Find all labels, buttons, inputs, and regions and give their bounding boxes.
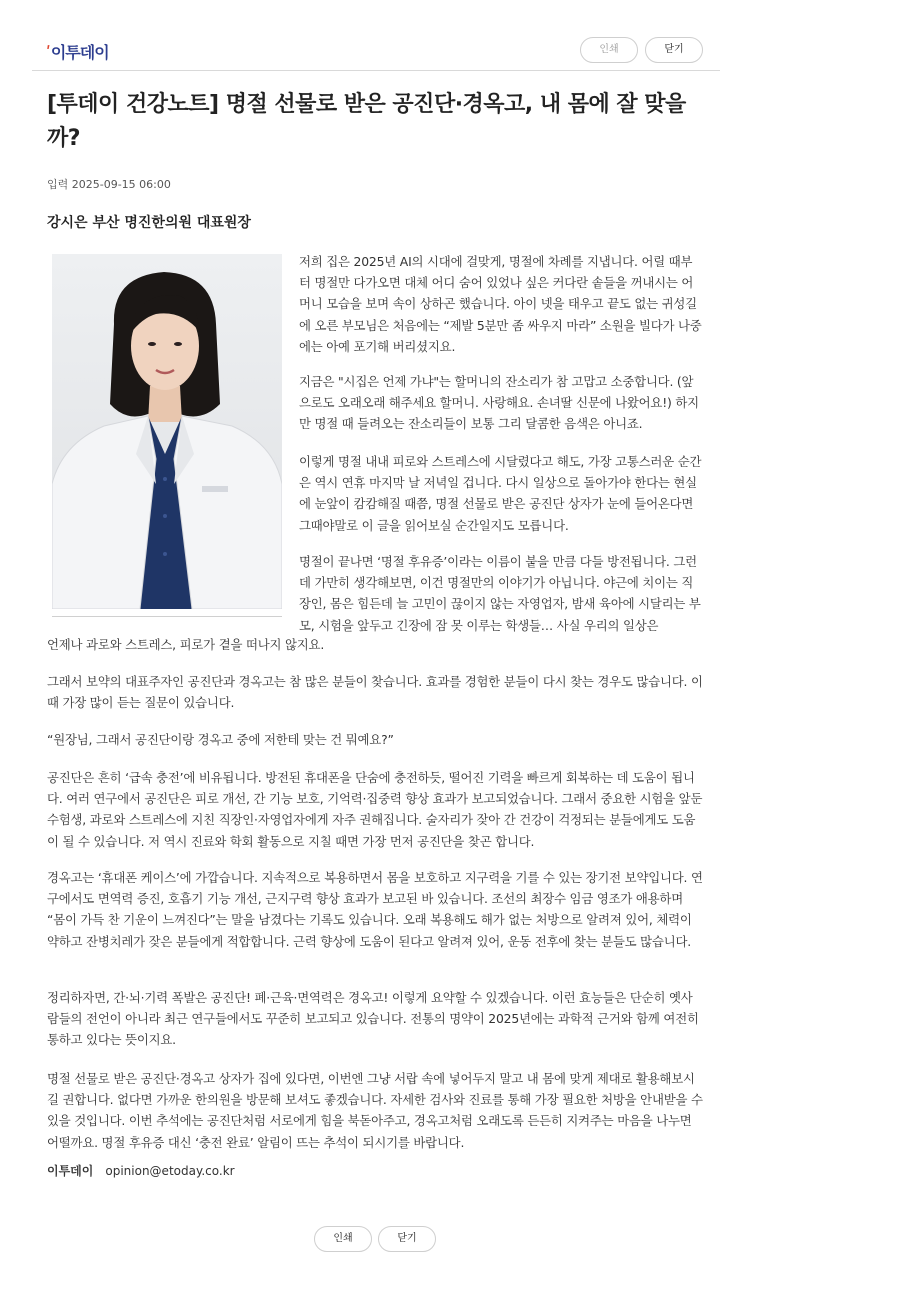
portrait-illustration xyxy=(52,254,282,609)
paragraph-3: 이렇게 명절 내내 피로와 스트레스에 시달렸다고 해도, 가장 고통스러운 순간은 역시 연휴 마지막 날 저녁일 겁니다. 다시 일상으로 돌아가야 한다는 현실에 눈앞이 캄캄해질 때쯤, 명절 선물로 받은 공진단 상자가 눈에 들어온다면 그때야말로 이 글을 읽어보실 순간일지도 모릅니다. xyxy=(299,454,702,533)
logo-text: 이투데이 xyxy=(50,43,109,62)
print-button[interactable]: 인쇄 xyxy=(580,37,638,63)
etoday-logo[interactable] xyxy=(46,40,109,63)
source-email[interactable]: opinion@etoday.co.kr xyxy=(105,1164,235,1178)
paragraph-7: 공진단은 흔히 ‘급속 충전’에 비유됩니다. 방전된 휴대폰을 단숨에 충전하듯, 떨어진 기력을 빠르게 회복하는 데 도움이 됩니다. 여러 연구에서 공진단은 피로 개선, 간 기능 보호, 기억력·집중력 향상 효과가 보고되었습니다. 그래서 중요한 시험을 앞둔 수험생, 과로와 스트레스에 지친 직장인·자영업자에게 자주 권해집니다. 술자리가 잦아 간 건강이 걱정되는 분들에게도 도움이 될 수 있습니다. 저 역시 진료와 학회 활동으로 지칠 때면 가장 먼저 공진단을 찾곤 합니다. xyxy=(47,770,703,849)
article-title: [투데이 건강노트] 명절 선물로 받은 공진단·경옥고, 내 몸에 잘 맞을까? xyxy=(47,92,686,151)
paragraph-10: 명절 선물로 받은 공진단·경옥고 상자가 집에 있다면, 이번엔 그냥 서랍 속에 넣어두지 말고 내 몸에 맞게 제대로 활용해보시길 권합니다. 없다면 가까운 한의원을 방문해 보셔도 좋겠습니다. 자세한 검사와 진료를 통해 가장 필요한 처방을 안내받을 수 있을 것입니다. 이번 추석에는 공진단처럼 서로에게 힘을 북돋아주고, 경옥고처럼 오래도록 든든히 지켜주는 마음을 나누면 어떨까요. 명절 후유증 대신 ‘충전 완료’ 알림이 뜨는 추석이 되시기를 바랍니다. xyxy=(47,1071,703,1150)
publish-date: 입력 2025-09-15 06:00 xyxy=(47,178,171,191)
paragraph-5: 그래서 보약의 대표주자인 공진단과 경옥고는 참 많은 분들이 찾습니다. 효과를 경험한 분들이 다시 찾는 경우도 많습니다. 이때 가장 많이 듣는 질문이 있습니다. xyxy=(47,674,703,711)
bottom-close-button[interactable]: 닫기 xyxy=(378,1226,436,1252)
paragraph-4-continued: 언제나 과로와 스트레스, 피로가 곁을 떠나지 않지요. xyxy=(47,637,325,652)
close-button[interactable]: 닫기 xyxy=(645,37,703,63)
author-photo xyxy=(52,254,282,609)
paragraph-2: 지금은 "시집은 언제 가냐"는 할머니의 잔소리가 참 고맙고 소중합니다. (앞으로도 오래오래 해주세요 할머니. 사랑해요. 손녀딸 신문에 나왔어요!) 하지만 명절 때 들려오는 잔소리들이 보통 그리 달콤한 음색은 아니죠. xyxy=(299,374,699,432)
paragraph-9: 정리하자면, 간·뇌·기력 폭발은 공진단! 폐·근육·면역력은 경옥고! 이렇게 요약할 수 있겠습니다. 이런 효능들은 단순히 옛사람들의 전언이 아니라 최근 연구들에서도 꾸준히 보고되고 있습니다. 전통의 명약이 2025년에는 과학적 근거와 함께 여전히 통하고 있다는 뜻이지요. xyxy=(47,990,699,1048)
site-header xyxy=(32,30,720,71)
article-source xyxy=(47,1162,235,1179)
source-brand: 이투데이 xyxy=(47,1164,94,1178)
paragraph-4: 명절이 끝나면 ‘명절 후유증’이라는 이름이 붙을 만큼 다들 방전됩니다. 그런데 가만히 생각해보면, 이건 명절만의 이야기가 아닙니다. 야근에 치이는 직장인, 몸은 힘든데 늘 고민이 끊이지 않는 자영업자, 밤새 육아에 시달리는 부모, 시험을 앞두고 긴장에 잠 못 이루는 학생들… 사실 우리의 일상은 xyxy=(299,554,701,633)
paragraph-1: 저희 집은 2025년 AI의 시대에 걸맞게, 명절에 차례를 지냅니다. 어릴 때부터 명절만 다가오면 대체 어디 숨어 있었나 싶은 커다란 솥들을 꺼내시는 어머니 모습을 보며 속이 상하곤 했습니다. 아이 넷을 태우고 끝도 없는 귀성길에 오른 부모님은 처음에는 “제발 5분만 좀 싸우지 마라” 소원을 빌다가 나중에는 아예 포기해 버리셨지요. xyxy=(299,254,702,354)
photo-divider xyxy=(52,616,282,617)
paragraph-8: 경옥고는 ‘휴대폰 케이스’에 가깝습니다. 지속적으로 복용하면서 몸을 보호하고 지구력을 기를 수 있는 장기전 보약입니다. 연구에서도 면역력 증진, 호흡기 기능 개선, 근지구력 향상 효과가 보고된 바 있습니다. 조선의 최장수 임금 영조가 애용하며 “몸이 가득 찬 기운이 느껴진다”는 말을 남겼다는 기록도 있습니다. 오래 복용해도 해가 없는 처방으로 알려져 있어, 체력이 약하고 잔병치레가 잦은 분들에게 적합합니다. 근력 향상에 도움이 된다고 알려져 있어, 운동 전후에 찾는 분들도 많습니다. xyxy=(47,870,703,949)
logo-mark-icon: ʹ xyxy=(46,43,50,62)
bottom-print-button[interactable]: 인쇄 xyxy=(314,1226,372,1252)
author-byline: 강시은 부산 명진한의원 대표원장 xyxy=(47,215,251,231)
paragraph-6-quote: “원장님, 그래서 공진단이랑 경옥고 중에 저한테 맞는 건 뭐예요?” xyxy=(47,732,394,747)
